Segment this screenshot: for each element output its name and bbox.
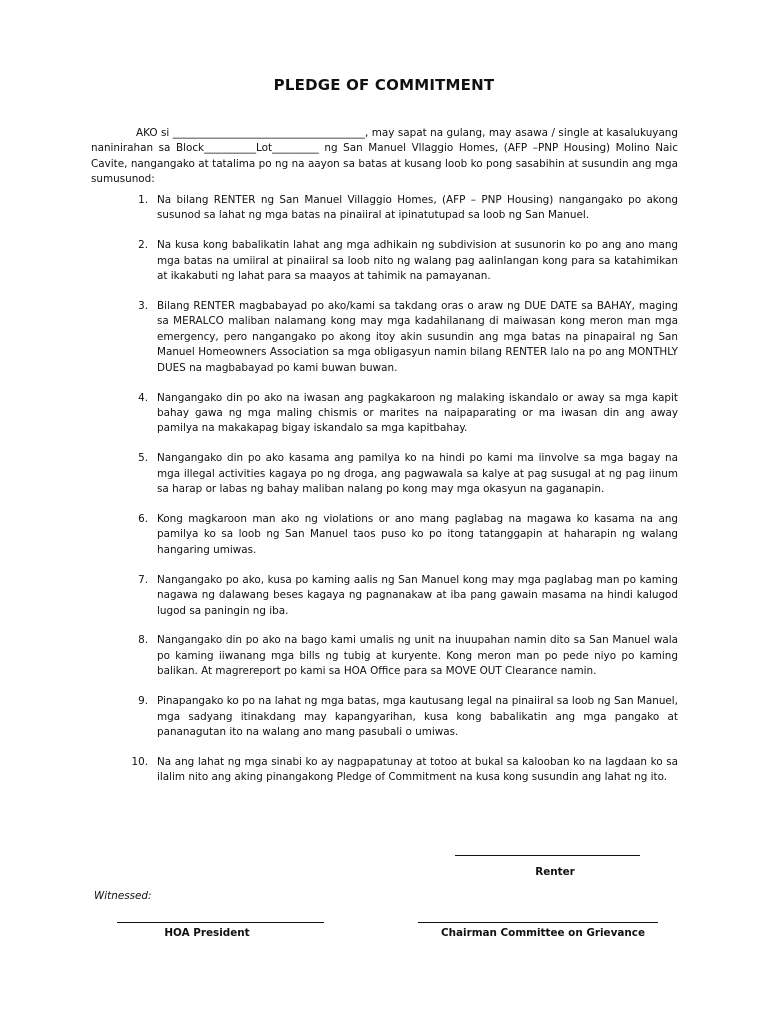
item-text: Nangangako din po ako na iwasan ang pagkakaroon ng malaking iskandalo or away sa mga kapit bahay gawa ng mga maling chismis or marites na naipaparating or ma iwasan din ang away pamilya na makakapag bigay iskandalo sa mga kapitbahay. [157,391,678,435]
witnessed-label: Witnessed: [94,890,152,902]
document-title: PLEDGE OF COMMITMENT [273,76,495,94]
chairman-signature-line [418,922,658,923]
item-text: Kong magkaroon man ako ng violations or ano mang paglabag na magawa ko kasama na ang pamilya ko sa loob ng San Manuel taos puso ko po itong tatanggapin at haharapin ng walang hangaring umiwas. [157,513,678,556]
item-text: Nangangako din po ako na bago kami umalis ng unit na inuupahan namin dito sa San Manuel wala po kaming iiwanang mga bills ng tubig at kuryente. Kong meron man po pede niyo po kaming balikan. At magrereport po kami sa HOA Office para sa MOVE OUT Clearance namin. [157,634,678,678]
intro-text: AKO si _____________________________________, may sapat na gulang, may asawa / single at kasalukuyang naninirahan sa Block__________Lot_________ ng San Manuel Vllaggio Homes, (AFP –PNP Housing) Molino Naic Cavite, nangangako at tatalima po ng na aayon sa batas at kusang loob ko pong sasabihin at susundin ang mga sumusunod: [91,127,678,186]
list-item [91,391,678,437]
list-item [91,451,678,497]
item-number: 9. [138,695,148,708]
item-text: Nangangako po ako, kusa po kaming aalis ng San Manuel kong may mga paglabag man po kaming nagawa ng dalawang beses kagaya ng pagnanakaw at iba pang gawain masama na hindi kalugod lugod sa paningin ng iba. [157,573,678,617]
item-number: 3. [138,300,148,313]
list-item [91,694,678,740]
item-number: 1. [138,194,148,206]
list-item [91,755,678,786]
pledge-list [91,193,678,800]
list-item [91,573,678,619]
hoa-president-signature-line [117,922,324,923]
list-item [91,299,678,376]
renter-label: Renter [535,866,575,878]
item-number: 2. [138,239,148,252]
item-number: 7. [138,573,148,586]
list-item [91,238,678,284]
hoa-president-label: HOA President [164,927,250,939]
item-number: 8. [138,634,148,647]
item-number: 10. [131,755,148,768]
item-number: 4. [138,391,148,404]
item-number: 5. [138,452,148,465]
item-text: Na ang lahat ng mga sinabi ko ay nagpapatunay at totoo at bukal sa kalooban ko na lagdaan ko sa ilalim nito ang aking pinangakong Pledge of Commitment na kusa kong susundin ang lahat ng ito. [157,755,678,784]
item-number: 6. [138,513,148,525]
item-text: Bilang RENTER magbabayad po ako/kami sa takdang oras o araw ng DUE DATE sa BAHAY, maging sa MERALCO maliban nalamang kong may mga kadahilanang di maiwasan kong meron man mga emergency, pero nangangako po akong itoy akin susundin ang mga batas na pinapairal ng San Manuel Homeowners Association sa mga obligasyun namin bilang RENTER lalo na po ang MONTHLY DUES na magbabayad po kami buwan buwan. [157,300,678,374]
list-item [91,193,678,224]
list-item [91,512,678,558]
chairman-label: Chairman Committee on Grievance [440,927,645,939]
list-item [91,633,678,679]
item-text: Na bilang RENTER ng San Manuel Villaggio Homes, (AFP – PNP Housing) nangangako po akong susunod sa lahat ng mga batas na pinaiiral at ipinatutupad sa loob ng San Manuel. [157,194,678,222]
item-text: Na kusa kong babalikatin lahat ang mga adhikain ng subdivision at susunorin ko po ang ano mang mga batas na umiiral at pinaiiral sa loob nito ng walang pag aalinlangan kong para sa katahimikan at ikakabuti ng lahat para sa maayos at tahimik na pamayanan. [157,239,678,283]
renter-signature-line [455,855,640,856]
item-text: Pinapangako ko po na lahat ng mga batas, mga kautusang legal na pinaiiral sa loob ng San Manuel, mga sadyang itinakdang may kapangyarihan, kusa kong babalikatin ang mga pangako at pananagutan ito na walang ano mang pasubali o umiwas. [157,695,678,738]
item-text: Nangangako din po ako kasama ang pamilya ko na hindi po kami ma iinvolve sa mga bagay na mga illegal activities kagaya po ng droga, ang pagwawala sa kalye at pag susugal at ng pag iinum sa harap or labas ng bahay maliban nalang po kong may mga okasyun na gaganapin. [157,452,678,496]
intro-paragraph [91,126,678,188]
